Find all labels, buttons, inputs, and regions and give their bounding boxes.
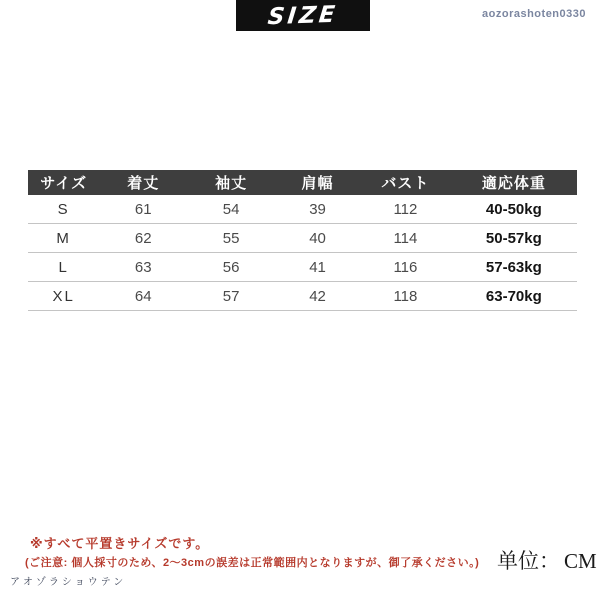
cell-shoulder: 42 [275,282,360,311]
table-row-l [28,253,577,282]
cell-bust: 118 [360,282,451,311]
seller-watermark: aozorashoten0330 [482,8,586,20]
header-length: 着丈 [99,170,187,195]
cell-sleeve: 57 [187,282,275,311]
header-bust: バスト [360,170,451,195]
header-sleeve: 袖丈 [187,170,275,195]
cell-sleeve: 56 [187,253,275,282]
cell-sleeve: 54 [187,195,275,224]
cell-weight: 40-50kg [451,195,577,224]
cell-size: L [28,253,99,282]
cell-length: 64 [99,282,187,311]
cell-bust: 114 [360,224,451,253]
size-banner-label: SIZE [266,1,340,30]
cell-size: S [28,195,99,224]
cell-shoulder: 40 [275,224,360,253]
size-chart-table [28,170,577,311]
cell-length: 62 [99,224,187,253]
table-row-xl [28,282,577,311]
cell-length: 61 [99,195,187,224]
cell-shoulder: 39 [275,195,360,224]
size-banner [236,0,370,31]
unit-label: 单位： [497,549,560,573]
cell-bust: 112 [360,195,451,224]
cell-shoulder: 41 [275,253,360,282]
unit-indicator [497,545,597,575]
cell-weight: 50-57kg [451,224,577,253]
note-flat-measurement: ※すべて平置きサイズです。 [30,536,210,551]
header-weight: 適応体重 [451,170,577,195]
cell-sleeve: 55 [187,224,275,253]
header-size: サイズ [28,170,99,195]
cell-weight: 63-70kg [451,282,577,311]
table-header-row [28,170,577,195]
table-row-m [28,224,577,253]
table-row-s [28,195,577,224]
cell-weight: 57-63kg [451,253,577,282]
shop-name: アオゾラショウテン [10,577,127,588]
cell-length: 63 [99,253,187,282]
unit-value: CM [564,549,597,573]
cell-size: XL [28,282,99,311]
header-shoulder: 肩幅 [275,170,360,195]
note-measurement-tolerance: (ご注意: 個人採寸のため、2〜3cmの誤差は正常範囲内となりますが、御了承ください。) [25,557,480,569]
cell-bust: 116 [360,253,451,282]
cell-size: M [28,224,99,253]
